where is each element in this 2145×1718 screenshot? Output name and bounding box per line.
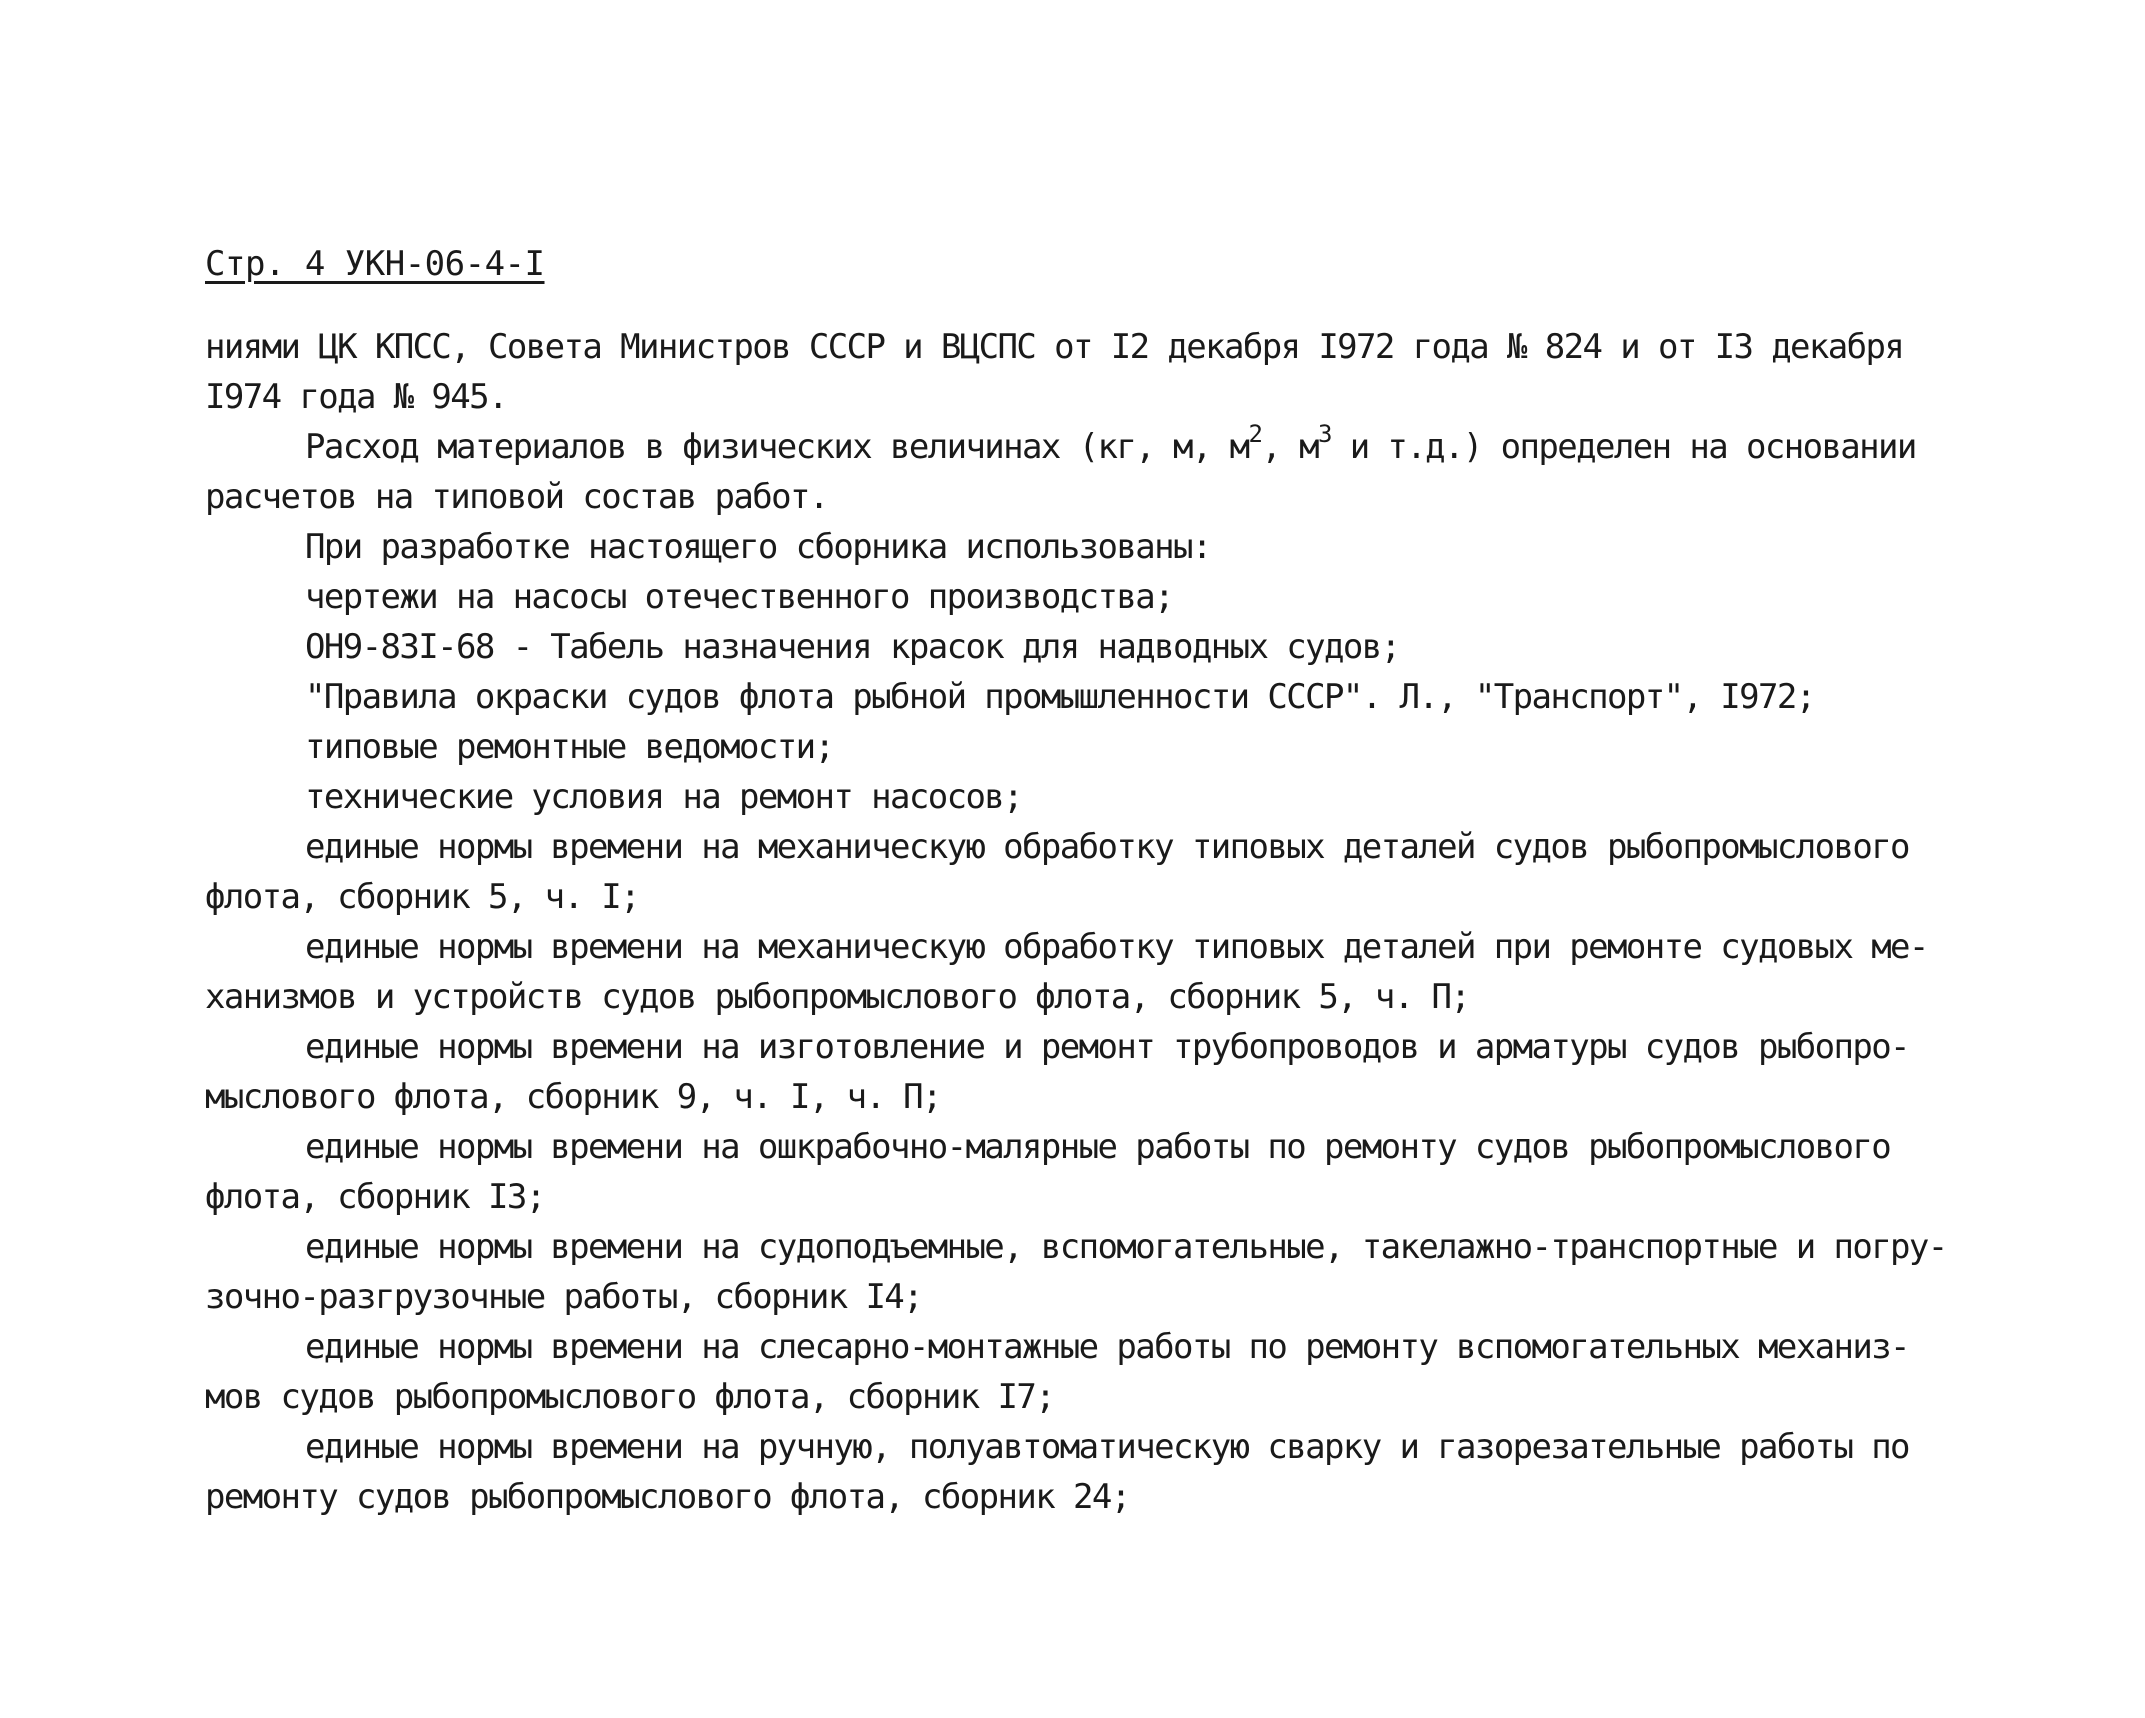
text-line: единые нормы времени на механическую обработку типовых деталей при ремонте судовых ме- [305, 927, 1928, 967]
text-line: ОН9-83I-68 - Табель назначения красок для надводных судов; [305, 627, 1400, 667]
text-line: единые нормы времени на ручную, полуавтоматическую сварку и газорезательные работы по [305, 1427, 1909, 1467]
text-line: флота, сборник 5, ч. I; [205, 877, 640, 917]
text-line: I974 года № 945. [205, 377, 507, 417]
text-segment: , м [1261, 427, 1318, 467]
text-line: "Правила окраски судов флота рыбной промышленности СССР". Л., "Транспорт", I972; [305, 677, 1815, 717]
text-line: единые нормы времени на изготовление и ремонт трубопроводов и арматуры судов рыбопро- [305, 1027, 1909, 1067]
text-line: технические условия на ремонт насосов; [305, 777, 1023, 817]
text-line: ремонту судов рыбопромыслового флота, сборник 24; [205, 1477, 1130, 1517]
superscript: 3 [1317, 419, 1331, 448]
text-segment: и т.д.) определен на основании [1330, 427, 1916, 467]
text-line: типовые ремонтные ведомости; [305, 727, 834, 767]
text-line: ханизмов и устройств судов рыбопромыслового флота, сборник 5, ч. П; [205, 977, 1470, 1017]
text-line: расчетов на типовой состав работ. [205, 477, 828, 517]
text-line: флота, сборник I3; [205, 1177, 545, 1217]
text-line: единые нормы времени на судоподъемные, вспомогательные, такелажно-транспортные и погру- [305, 1227, 1947, 1267]
text-line: При разработке настоящего сборника использованы: [305, 527, 1211, 567]
text-segment: Расход материалов в физических величинах (кг, м, м [305, 427, 1249, 467]
text-line: единые нормы времени на слесарно-монтажные работы по ремонту вспомогательных механиз- [305, 1327, 1909, 1367]
text-line [305, 419, 1916, 472]
text-line: единые нормы времени на механическую обработку типовых деталей судов рыбопромыслового [305, 827, 1909, 867]
text-line: зочно-разгрузочные работы, сборник I4; [205, 1277, 923, 1317]
text-line: ниями ЦК КПСС, Совета Министров СССР и ВЦСПС от I2 декабря I972 года № 824 и от I3 декабря [205, 327, 1904, 367]
superscript: 2 [1248, 419, 1262, 448]
page-header: Стр. 4 УКН-06-4-I [205, 244, 545, 284]
text-line: единые нормы времени на ошкрабочно-малярные работы по ремонту судов рыбопромыслового [305, 1127, 1891, 1167]
text-line: мов судов рыбопромыслового флота, сборник I7; [205, 1377, 1055, 1417]
text-line: мыслового флота, сборник 9, ч. I, ч. П; [205, 1077, 941, 1117]
text-line: чертежи на насосы отечественного производства; [305, 577, 1174, 617]
